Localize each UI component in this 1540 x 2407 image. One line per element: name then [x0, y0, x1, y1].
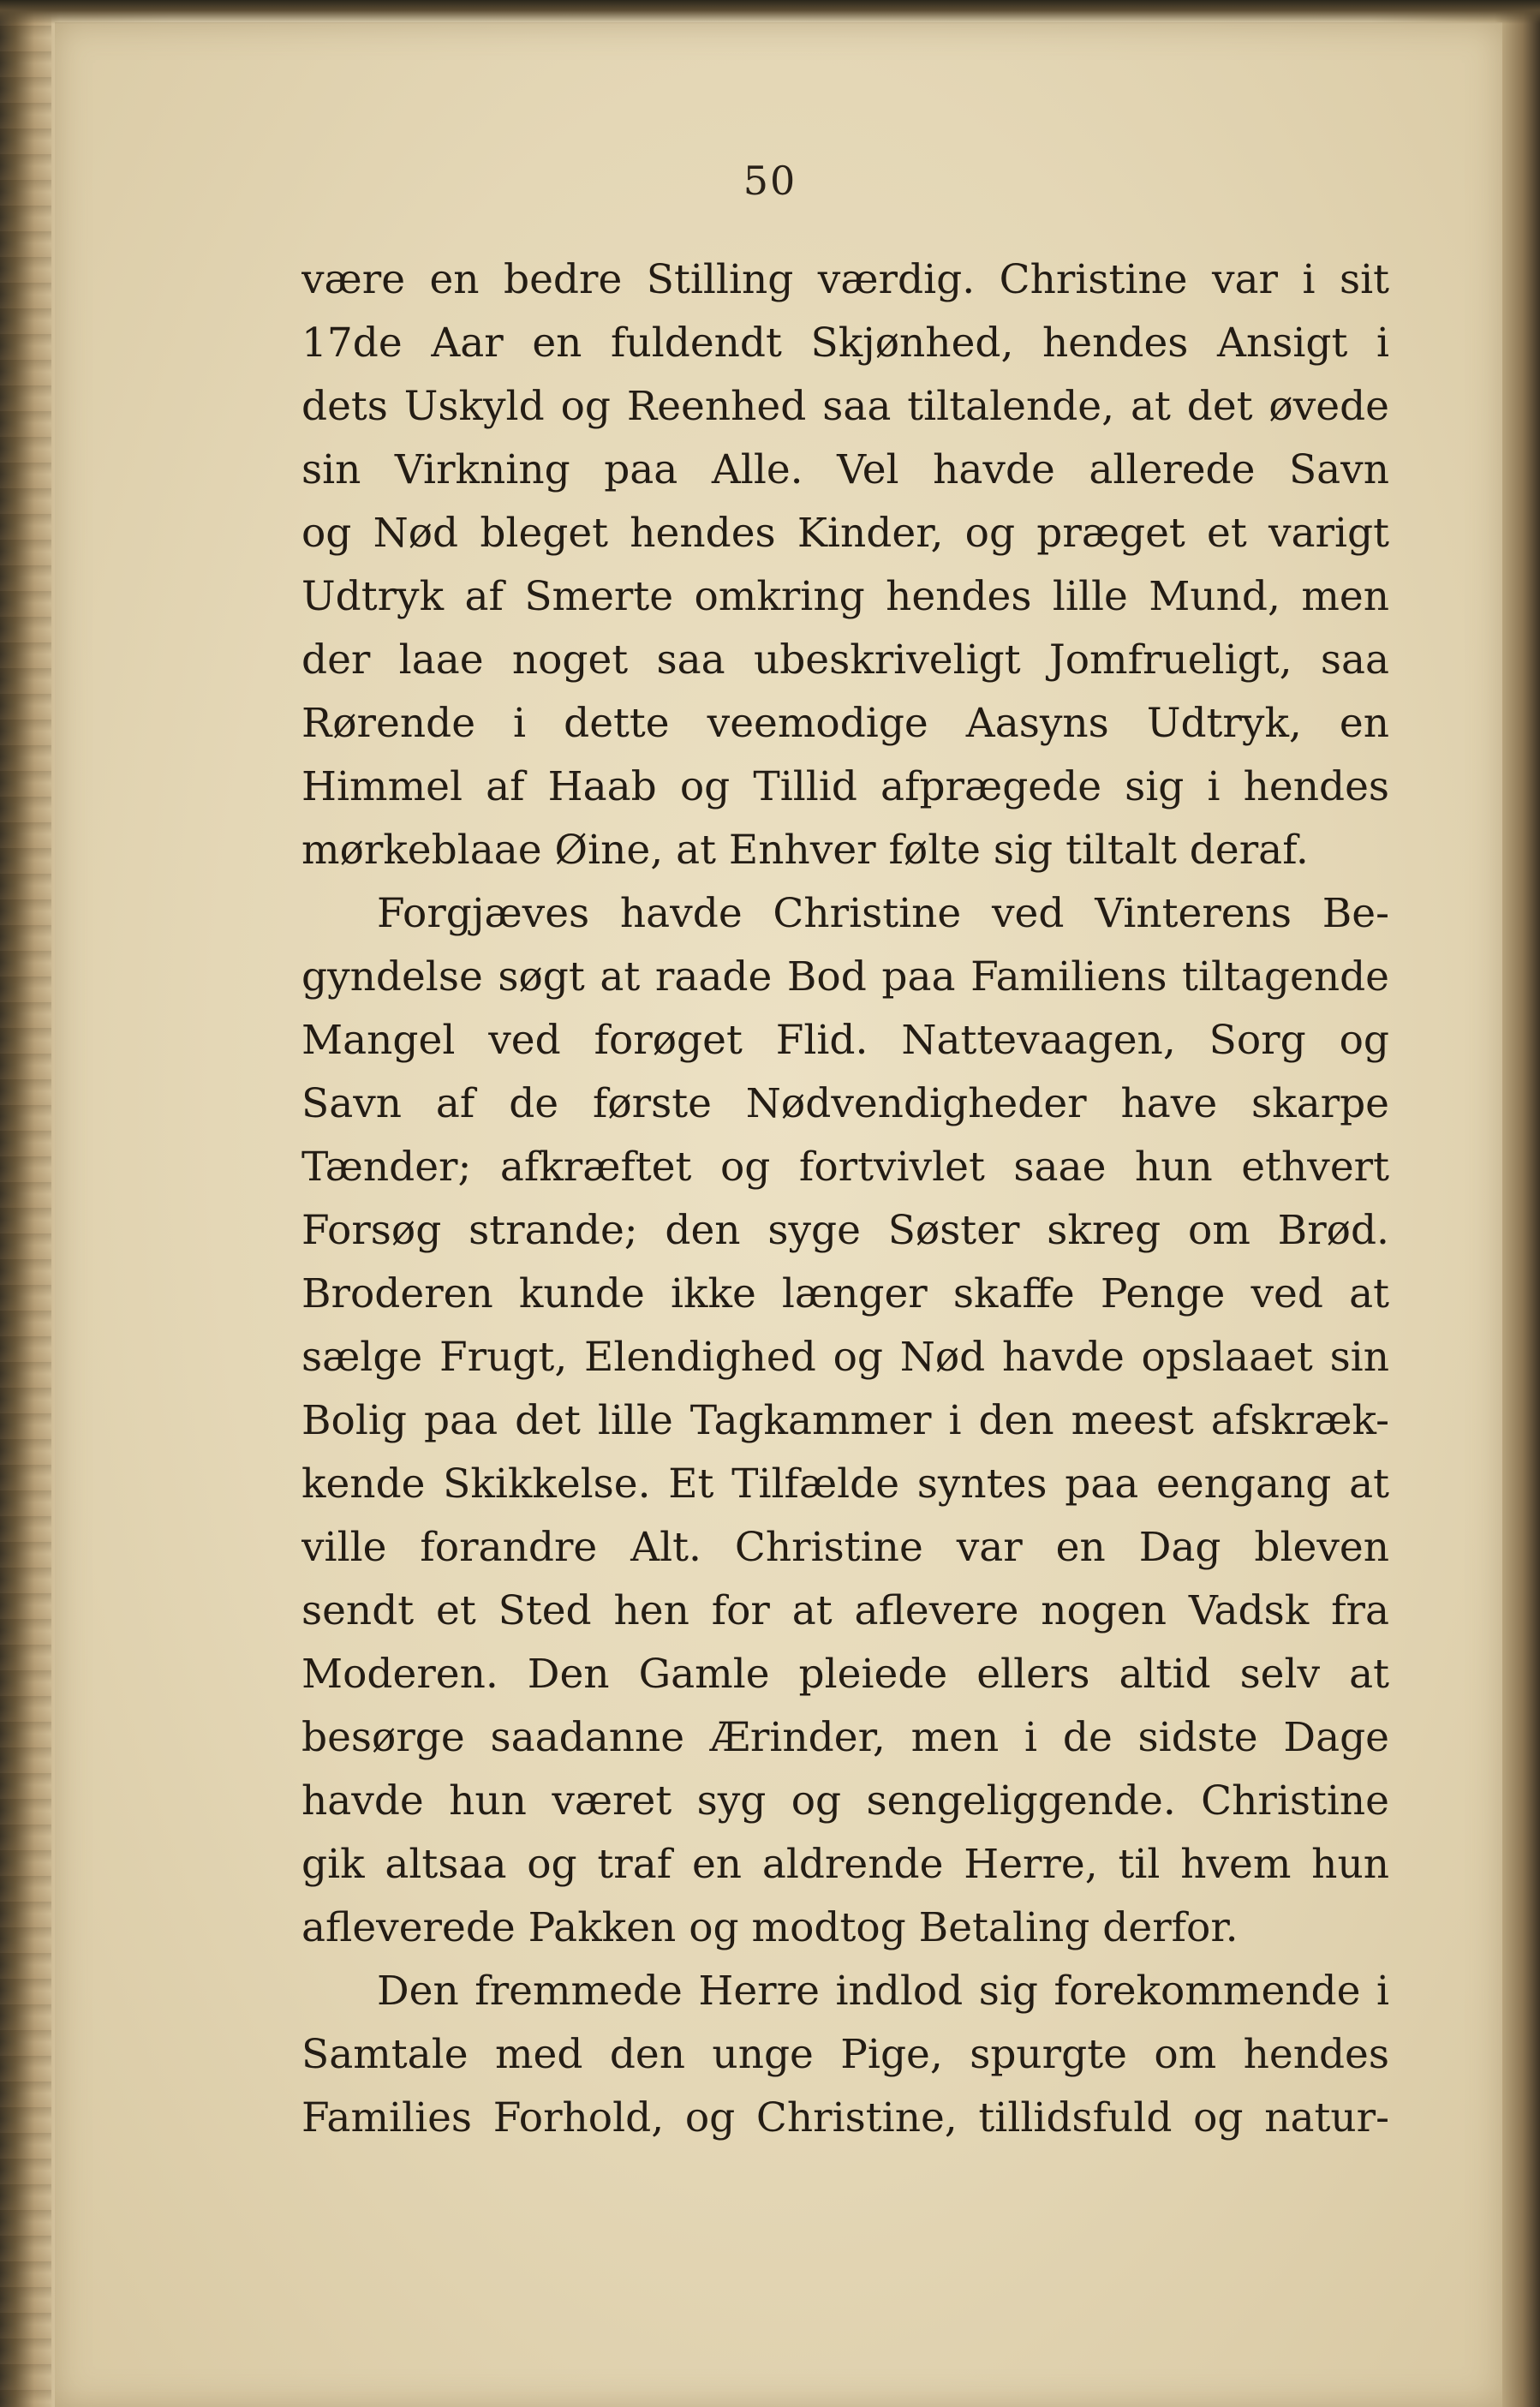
page-number: 50 — [743, 158, 797, 204]
text-line: Moderen. Den Gamle pleiede ellers altid selv at — [301, 1651, 1389, 1698]
text-line: Tænder; afkræftet og fortvivlet saae hun ethvert — [301, 1144, 1389, 1191]
text-line: gyndelse søgt at raade Bod paa Familiens tiltagende — [301, 953, 1389, 1000]
text-line: Samtale med den unge Pige, spurgte om hendes — [301, 2031, 1389, 2078]
text-line: ville forandre Alt. Christine var en Dag bleven — [301, 1524, 1389, 1571]
text-line: Broderen kunde ikke længer skaffe Penge ved at — [301, 1270, 1389, 1317]
body-text — [301, 248, 1389, 2150]
text-line: Forsøg strande; den syge Søster skreg om Brød. — [301, 1207, 1389, 1254]
text-line: dets Uskyld og Reenhed saa tiltalende, at det øvede — [301, 383, 1389, 430]
text-line: afleverede Pakken og modtog Betaling derfor. — [301, 1904, 1239, 1951]
text-line: Den fremmede Herre indlod sig forekommende i — [377, 1968, 1389, 2015]
paragraph — [301, 882, 1389, 1960]
text-line: sin Virkning paa Alle. Vel havde allerede Savn — [301, 446, 1389, 493]
text-line: gik altsaa og traf en aldrende Herre, til hvem hun — [301, 1841, 1389, 1888]
text-line: sendt et Sted hen for at aflevere nogen Vadsk fra — [301, 1587, 1389, 1634]
text-line: Families Forhold, og Christine, tillidsfuld og natur- — [301, 2094, 1389, 2141]
text-line: mørkeblaae Øine, at Enhver følte sig tiltalt deraf. — [301, 827, 1309, 874]
text-line: der laae noget saa ubeskriveligt Jomfrueligt, saa — [301, 636, 1389, 684]
page-top-edge — [0, 0, 1540, 24]
text-line: havde hun været syg og sengeliggende. Christine — [301, 1777, 1389, 1825]
text-line: og Nød bleget hendes Kinder, og præget et varigt — [301, 510, 1389, 557]
text-line: Udtryk af Smerte omkring hendes lille Mund, men — [301, 573, 1389, 620]
book-spine-edge — [0, 0, 51, 2407]
text-line: Mangel ved forøget Flid. Nattevaagen, Sorg og — [301, 1017, 1389, 1064]
text-line: kende Skikkelse. Et Tilfælde syntes paa eengang at — [301, 1460, 1389, 1508]
text-line: besørge saadanne Ærinder, men i de sidste Dage — [301, 1714, 1389, 1761]
text-line: Himmel af Haab og Tillid afprægede sig i hendes — [301, 763, 1389, 810]
text-line: 17de Aar en fuldendt Skjønhed, hendes Ansigt i — [301, 320, 1389, 367]
text-line: Forgjæves havde Christine ved Vinterens Be- — [377, 890, 1389, 937]
text-line: sælge Frugt, Elendighed og Nød havde opslaaet sin — [301, 1334, 1389, 1381]
paragraph — [301, 1960, 1389, 2150]
paragraph — [301, 248, 1389, 882]
text-line: Rørende i dette veemodige Aasyns Udtryk, en — [301, 700, 1389, 747]
text-line: Bolig paa det lille Tagkammer i den meest afskræk- — [301, 1397, 1389, 1444]
text-line: Savn af de første Nødvendigheder have skarpe — [301, 1080, 1389, 1127]
text-line: være en bedre Stilling værdig. Christine var i sit — [301, 256, 1389, 303]
